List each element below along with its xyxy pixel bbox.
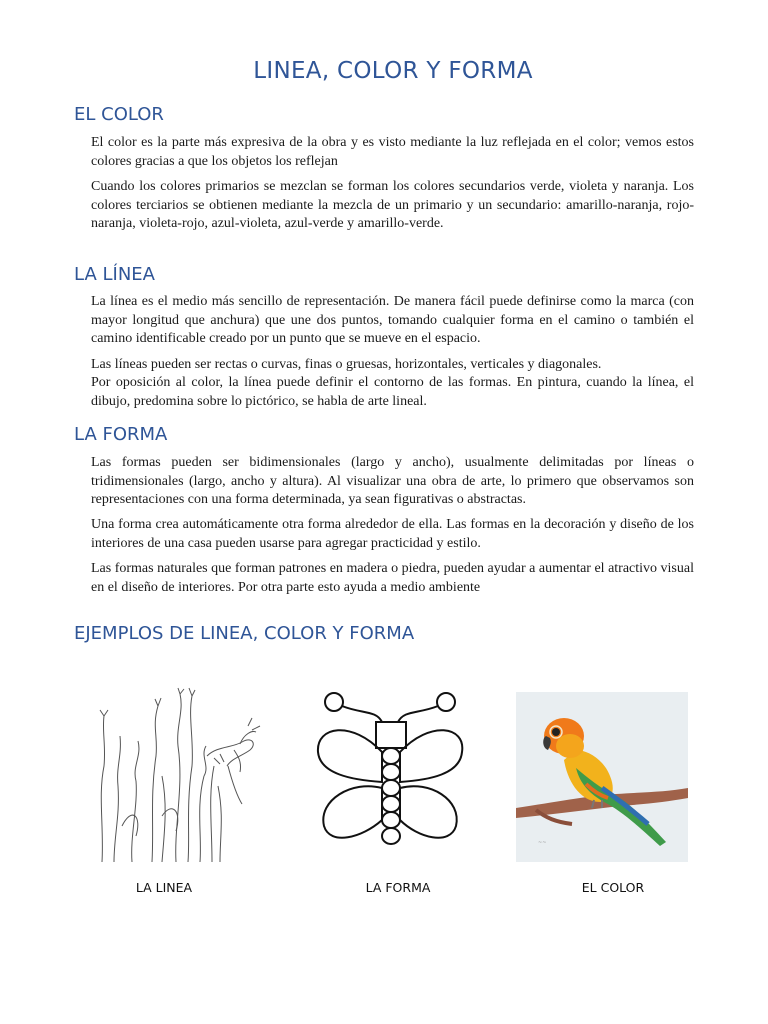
- paragraph-color-1: El color es la parte más expresiva de la obra y es visto mediante la luz reflejada en el color; vemos estos colores gracias a que los objetos los reflejan: [91, 135, 694, 169]
- line-drawing-illustration: [92, 686, 270, 864]
- paragraph-forma-1: Las formas pueden ser bidimensionales (largo y ancho), usualmente delimitadas por líneas o tridimensionales (largo, ancho y altura). Al visualizar una obra de arte, lo primero que observamos son representaciones con una forma determinada, ya sean figurativas o abstractas.: [91, 455, 694, 508]
- document-title: LINEA, COLOR Y FORMA: [253, 58, 533, 84]
- butterfly-shapes-illustration: [312, 690, 468, 868]
- caption-la-linea: LA LINEA: [135, 880, 193, 895]
- paragraph-linea-2: Las líneas pueden ser rectas o curvas, finas o gruesas, horizontales, verticales y diagonales.: [91, 357, 602, 372]
- paragraph-forma-3: Las formas naturales que forman patrones en madera o piedra, pueden ayudar a aumentar el atractivo visual en el diseño de interiores. Por otra parte esto ayuda a medio ambiente: [91, 561, 694, 595]
- paragraph-forma-2: Una forma crea automáticamente otra forma alrededor de ella. Las formas en la decoración y diseño de los interiores de una casa pueden usarse para agregar practicidad y estilo.: [91, 517, 694, 551]
- parrot-painting: [516, 692, 688, 862]
- caption-el-color: EL COLOR: [581, 880, 645, 895]
- heading-la-forma: LA FORMA: [74, 424, 168, 445]
- heading-ejemplos: EJEMPLOS DE LINEA, COLOR Y FORMA: [74, 623, 415, 644]
- paragraph-linea-1: La línea es el medio más sencillo de representación. De manera fácil puede definirse como la marca (con mayor longitud que anchura) que une dos puntos, tomando cualquier forma en el camino o también el camino identificable creado por un punto que se mueve en el espacio.: [91, 294, 694, 347]
- caption-la-forma: LA FORMA: [365, 880, 431, 895]
- paragraph-linea-3: Por oposición al color, la línea puede definir el contorno de las formas. En pintura, cuando la línea, el dibujo, predomina sobre lo pictórico, se habla de arte lineal.: [91, 375, 694, 409]
- svg-text:~~: ~~: [538, 840, 547, 846]
- heading-la-linea: LA LÍNEA: [74, 264, 155, 285]
- paragraph-color-2: Cuando los colores primarios se mezclan se forman los colores secundarios verde, violeta y naranja. Los colores terciarios se obtienen mediante la mezcla de un primario y un secundario: amarillo-naranja, rojo-naranja, violeta-rojo, azul-violeta, azul-verde y amarillo-verde.: [91, 179, 694, 232]
- heading-el-color: EL COLOR: [74, 104, 164, 125]
